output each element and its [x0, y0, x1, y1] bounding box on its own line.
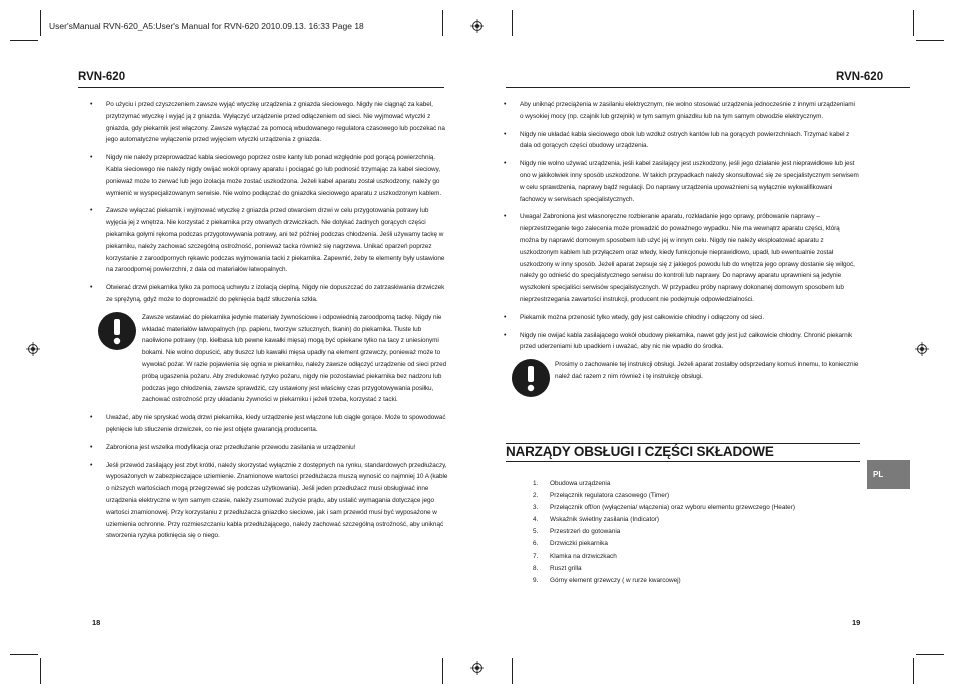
list-item: • Jeśli przewód zasilający jest zbyt krótki, należy skorzystać wyłącznie z dostępnych na rynku, standardowych przedłużaczy, wyposażonych w zabezpieczające uziemienie. Znamionowe wartości przedłużacza muszą wynosić co najmniej 10 A (kable o niższych wartościach mogą przegrzewać się podczas użytkowania). Jeśli jeden przedłużacz musi obsługiwać inne urządzenia elektryczne w tym samym czasie, należy zsumować zużycie prądu, aby ustalić wymagania dotyczące jego wartości znamionowej. Przy korzystaniu z przedłużacza gniazdko sieciowe, jak i sam przewód musi być wyposażone w uziemienia ochronne. Przy rozmieszczaniu kabla przedłużającego, należy zachować szczególną ostrożność, aby uniknąć stworzenia ryzyka potknięcia się o niego.	[106, 460, 448, 543]
part-label: Przestrzeń do gotowania	[550, 528, 621, 536]
list-item: • Zawsze wyłączać piekarnik i wyjmować wtyczkę z gniazda przed otwarciem drzwi w celu przygotowania potrawy lub wyjęcia jej z wnętrza. Nie korzystać z piekarnika przy otwartych drzwiczkach. Nie dotykać żadnych gorących części piekarnika gołymi rękoma podczas przygotowywania potrawy, ani też później podczas chłodzenia. Jeśli używamy tackę w piekarniku, należy zachować szczególną ostrożność, ponieważ tacka również się nagrzewa. Unikać oparzeń poprzez korzystanie z zaroodpornych rękawic podczas wyjmowania tacki z piekarnika. Zapewnić, żeby te elementy były ustawione na zaroodpornej powierzchni, z dala od materiałów łatwopalnych.	[106, 205, 448, 276]
part-number: 8.	[533, 564, 539, 572]
right-header-rule	[506, 87, 910, 88]
right-column	[520, 99, 860, 405]
crop-mark	[916, 654, 944, 655]
list-item: • Uważać, aby nie spryskać wodą drzwi piekarnika, kiedy urządzenie jest włączone lub ciągle gorące. Może to spowodować pęknięcie lub stłuczenie drzwiczek, co nie jest objęte gwarancją producenta.	[106, 412, 448, 436]
file-header: User'sManual RVN-620_A5:User's Manual for RVN-620 2010.09.13. 16:33 Page 18	[49, 21, 364, 31]
list-item	[533, 551, 795, 563]
list-item: • Uwaga! Zabroniona jest własnoręczne rozbieranie aparatu, rozkładanie jego oprawy, próbowanie naprawy – nieprzestrzeganie tego zalecenia może prowadzić do poważnego wypadku. Nie ma wewnątrz aparatu części, którą można by naprawić domowym sposobem lub użyć jej w innym celu. Nigdy nie należy eksploatować aparatu z uszkodzonym kablem lub przyłączem oraz wtedy, kiedy funkcjonuje nieprawidłowo, upadł, lub ewentualnie został uszkodzony w inny sposób. Jeżeli aparat zepsuje się z jakiegoś powodu lub do wnętrza jego oprawy dostanie się wilgoć, należy go odnieść do specjalistycznego serwisu do kontroli lub naprawy. Do naprawy aparatu uprawnieni są jedynie wyszkoleni specjaliści serwisów specjalistycznych. W przypadku próby naprawy dokonanej domowym sposobem lub nieprzestrzegania zawartości instrukcji, producent nie podejmuje odpowiedzialności.	[520, 211, 860, 305]
crop-mark	[916, 40, 944, 41]
part-label: Ruszt grilla	[550, 564, 582, 572]
part-label: Klamka na drzwiczkach	[550, 552, 617, 560]
part-number: 6.	[533, 540, 539, 548]
crop-mark	[512, 658, 513, 684]
part-label: Drzwiczki piekarnika	[550, 540, 608, 548]
left-warning-text: Zawsze wstawiać do piekarnika jedynie materiały żywnościowe i odpowiednią zaroodporną tackę. Nigdy nie wkładać materiałów łatwopalnych (np. papieru, tworzyw sztucznych, tkanin) do piekarnika. Tłuste lub naoliwione potrawy (np. kiełbasa lub pewne kawałki mięsa) mogą być opiekane tylko na tacy z uniesionymi bokami. Nie wolno dopuścić, aby tłuszcz lub kawałki mięsa upadły na element grzewczy, ponieważ może to wywołać pożar. W razie pojawienia się ognia w piekarniku, należy zawsze odłączyć urządzenie od sieci przed próbą ugaszenia pożaru. Aby zredukować ryzyko pożaru, nigdy nie pozostawiać piekarnika bez nadzoru lub podczas jego chłodzenia, zawsze sprawdzić, czy ustawiony jest właściwy czas przygotowywania posiłku, zachować ostrożność przy układaniu żywności w piekarniku i jeżeli trzeba, korzystać z tacki.	[142, 313, 447, 404]
right-warning-text: Prosimy o zachowanie tej instrukcji obsługi. Jeżeli aparat zostałby odsprzedany komuś innemu, to koniecznie należ dać razem z nim również i tę instrukcję obsługi.	[555, 361, 859, 380]
list-item: • Po użyciu i przed czyszczeniem zawsze wyjąć wtyczkę urządzenia z gniazda sieciowego. Nigdy nie ciągnąć za kabel, przytrzymać wtyczkę i wyjąć ją z gniazda. Wyłączyć urządzenie przed odłączeniem od sieci. Nie wyjmować wtyczki z gniazda, gdy piekarnik jest włączony. Zawsze wyłączać za pomocą wbudowanego regulatora czasowego lub poczekać na jego automatyczne wyłączenie przed wyjęciem wtyczki urządzenia z gniazda.	[106, 99, 448, 146]
left-safety-list	[106, 99, 448, 306]
crop-mark	[40, 658, 41, 684]
list-item	[533, 514, 795, 526]
list-item: • Nigdy nie układać kabla sieciowego obok lub wzdłuż ostrych kantów lub na gorących powierzchniach. Trzymać kabel z dala od gorących części obudowy urządzenia.	[520, 129, 860, 153]
left-safety-list-continued	[106, 412, 448, 542]
registration-mark-icon	[915, 342, 929, 356]
list-item: • Aby uniknąć przeciążenia w zasilaniu elektrycznym, nie wolno stosować urządzenia jednocześnie z innymi urządzeniami o wysokiej mocy (np. czajnik lub grzejnik) w tym samym gniazdku lub na tym samym obwodzie elektrycznym.	[520, 99, 860, 123]
list-item: • Zabroniona jest wszelka modyfikacja oraz przedłużanie przewodu zasilania w urządzeniu!	[106, 442, 448, 454]
part-number: 1.	[533, 480, 539, 487]
crop-mark	[10, 40, 38, 41]
list-item: • Nigdy nie należy przeprowadzać kabla sieciowego poprzez ostre kanty lub ponad względnie pod gorącą powierzchnią. Kabla sieciowego nie należy nigdy owijać wokół oprawy aparatu i pociągać go lub podnosić trzymając za kabel sieciowy, ponieważ może to zerwać lub jego izolacja może zostać uszkodzona. Jeżeli kabel aparatu został uszkodzony, należy go wymienić w wyspecjalizowanym serwisie. Nie wolno podłączać do gniazdka sieciowego aparatu z uszkodzonym kablem.	[106, 152, 448, 199]
list-item: • Piekarnik można przenosić tylko wtedy, gdy jest całkowicie chłodny i odłączony od sieci.	[520, 312, 860, 324]
part-number: 5.	[533, 528, 539, 536]
right-safety-list	[520, 99, 860, 353]
parts-list	[533, 478, 795, 587]
left-page-number: 18	[92, 618, 101, 627]
section-rule	[506, 461, 860, 462]
right-page-number: 19	[852, 618, 861, 627]
list-item	[533, 563, 795, 575]
language-tab: PL	[867, 460, 910, 489]
crop-mark	[40, 10, 41, 36]
list-item	[533, 538, 795, 550]
list-item	[533, 575, 795, 587]
left-header-rule	[78, 87, 444, 88]
registration-mark-icon	[470, 19, 484, 33]
crop-mark	[10, 654, 38, 655]
part-number: 3.	[533, 504, 539, 512]
part-label: Górny element grzewczy ( w rurze kwarcowej)	[550, 576, 681, 584]
part-label: Obudowa urządzenia	[550, 480, 611, 487]
right-warning-block	[520, 359, 860, 399]
crop-mark	[442, 10, 443, 36]
list-item: • Nigdy nie owijać kabla zasilającego wokół obudowy piekarnika, nawet gdy jest już całkowicie chłodny. Chronić piekarnik przed uderzeniami lub upadkiem i uważać, aby nic nie wpadło do środka.	[520, 330, 860, 354]
crop-mark	[913, 10, 914, 36]
part-label: Wskaźnik świetlny zasilania (Indicator)	[550, 516, 660, 524]
exclamation-icon	[512, 359, 550, 397]
part-number: 9.	[533, 576, 539, 584]
part-label: Przełącznik regulatora czasowego (Timer)	[550, 492, 670, 500]
crop-mark	[442, 658, 443, 684]
part-number: 4.	[533, 516, 539, 524]
registration-mark-icon	[26, 342, 40, 356]
list-item	[533, 478, 795, 490]
crop-mark	[512, 10, 513, 36]
part-label: Przełącznik off/on (wyłączenia/ włączenia) oraz wyboru elementu grzewczego (Heater)	[550, 504, 795, 512]
part-number: 7.	[533, 552, 539, 560]
list-item: • Nigdy nie wolno używać urządzenia, jeśli kabel zasilający jest uszkodzony, jeśli jego działanie jest nieprawidłowe lub jest ono w jakikolwiek inny sposób uszkodzone. W takich przypadkach należy skonsultować się ze specjalistycznym serwisem w celu sprawdzenia, naprawy bądź regulacji. Do naprawy urządzenia upoważnieni są wyłącznie wykwalifikowani fachowcy w serwisach specjalistycznych.	[520, 158, 860, 205]
registration-mark-icon	[470, 661, 484, 675]
section-title: NARZĄDY OBSŁUGI I CZĘŚCI SKŁADOWE	[506, 444, 774, 459]
exclamation-icon	[98, 312, 136, 350]
right-model-name: RVN-620	[836, 71, 884, 83]
left-warning-block	[106, 312, 448, 406]
part-number: 2.	[533, 492, 539, 500]
list-item	[533, 490, 795, 502]
list-item: • Otwierać drzwi piekarnika tylko za pomocą uchwytu z izolacją cieplną. Nigdy nie dopuszczać do zatrzaskiwania drzwiczek ze sprężyną, gdyż może to doprowadzić do pęknięcia bądź stłuczenia szkła.	[106, 282, 448, 306]
list-item	[533, 526, 795, 538]
list-item	[533, 502, 795, 514]
left-model-name: RVN-620	[78, 71, 126, 83]
crop-mark	[913, 658, 914, 684]
left-column	[106, 99, 448, 548]
